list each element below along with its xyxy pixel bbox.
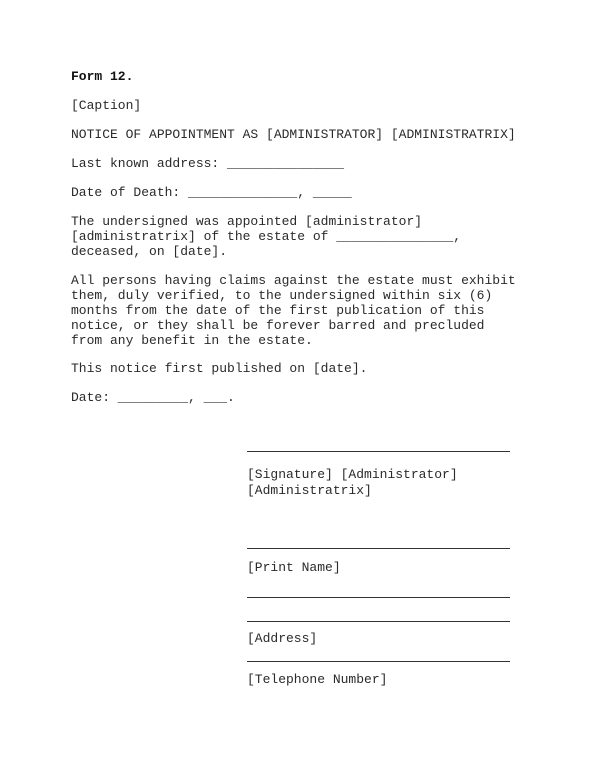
form-heading: Form 12. [71,69,134,84]
print-name-label: [Print Name] [247,560,341,575]
address-rule-1 [247,597,510,598]
date-line: Date: _________, ___. [71,390,235,405]
claims-paragraph: All persons having claims against the estate must exhibit them, duly verified, to the undersigned within six (6) months from the date of the first publication of this notice, or they shall be forever barred and precluded from any benefit in the estate. [71,273,516,348]
appointment-paragraph: The undersigned was appointed [administrator] [administratrix] of the estate of _______________, deceased, on [date]. [71,214,462,259]
signature-label: [Signature] [Administrator] [Administratrix] [247,467,458,498]
date-of-death-line: Date of Death: ______________, _____ [71,185,352,200]
print-name-rule [247,548,510,549]
address-label: [Address] [247,631,318,646]
telephone-label: [Telephone Number] [247,672,388,687]
first-published-line: This notice first published on [date]. [71,361,368,376]
address-rule-2 [247,621,510,622]
last-known-address-line: Last known address: _______________ [71,156,345,171]
caption-placeholder: [Caption] [71,98,142,113]
signature-rule [247,451,510,452]
notice-title: NOTICE OF APPOINTMENT AS [ADMINISTRATOR] [ADMINISTRATRIX] [71,127,516,142]
telephone-rule [247,661,510,662]
